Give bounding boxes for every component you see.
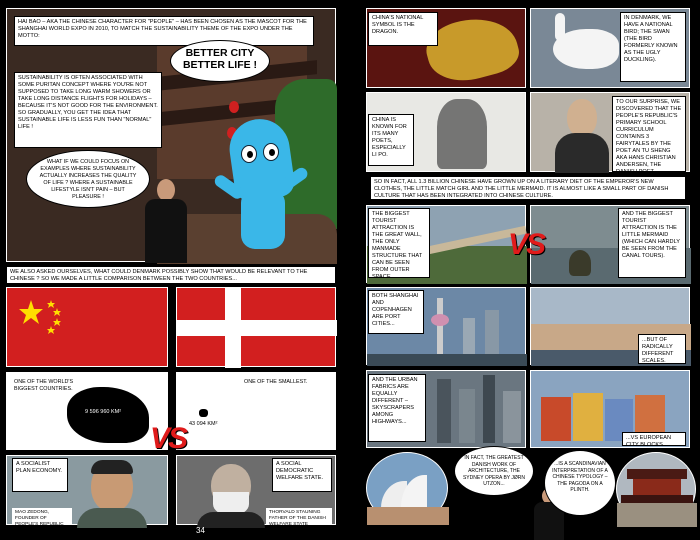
caption-denmark-question: WE ALSO ASKED OURSELVES, WHAT COULD DENMARK POSSIBLY SHOW THAT WOULD BE RELEVANT TO THE CHINESE ? SO WE MADE A LITTLE COMPARISON BETWEEN THE TWO COUNTRIES... <box>6 266 336 284</box>
speech-bubble-pagoda: ...IS A SCANDINAVIAN INTERPRETATION OF A CHINESE TYPOLOGY – THE PAGODA ON A PLINTH. <box>544 450 616 516</box>
caption-ports: BOTH SHANGHAI AND COPENHAGEN ARE PORT CITIES... <box>368 290 424 334</box>
caption-blocks: ...VS EUROPEAN CITY BLOCKS. <box>622 432 686 446</box>
motto-text: BETTER CITY BETTER LIFE ! <box>182 47 258 72</box>
denmark-flag-panel <box>176 287 336 367</box>
denmark-area: 43 094 KM² <box>189 421 218 427</box>
caption-mermaid: AND THE BIGGEST TOURIST ATTRACTION IS THE LITTLE MERMAID (WHICH CAN HARDLY BE SEEN FROM THE CANAL TOURS). <box>618 208 686 278</box>
caption-sustainability: SUSTAINABILITY IS OFTEN ASSOCIATED WITH SOME PURITAN CONCEPT WHERE YOU'RE NOT SUPPOSED TO TAKE LONG WARM SHOWERS OR TAKE LONG DISTANCE FLIGHTS FOR HOLIDAYS – BECAUSE IT'S NOT GOOD FOR THE ENVIRONMENT. SO GRADUALLY, YOU GET THE IDEA THAT SUSTAINABLE LIFE IS LESS FUN THAN "NORMAL" LIFE ! <box>14 72 162 148</box>
caption-intro: HAI BAO – AKA THE CHINESE CHARACTER FOR "PEOPLE" – HAS BEEN CHOSEN AS THE MASCOT FOR THE SHANGHAI WORLD EXPO IN 2010, TO MATCH THE SUSTAINABILITY THEME OF THE EXPO UNDER THE MOTTO: <box>14 16 314 46</box>
caption-denmark-size: ONE OF THE SMALLEST. <box>241 377 333 389</box>
vs-left: VS <box>150 422 187 455</box>
stauning-portrait <box>197 458 265 526</box>
haibao-mascot <box>213 119 305 259</box>
china-flag-panel <box>6 287 168 367</box>
caption-denmark-economy: A SOCIAL DEMOCRATIC WELFARE STATE. <box>272 458 332 492</box>
caption-china-size: ONE OF THE WORLD'S BIGGEST COUNTRIES. <box>11 377 95 401</box>
vs-right: VS <box>508 228 545 261</box>
caption-stauning: THORVALD STAUNING FATHER OF THE DANISH WELFARE STATE <box>266 508 332 524</box>
motto-bubble <box>170 40 270 82</box>
caption-fabric: AND THE URBAN FABRICS ARE EQUALLY DIFFERENT – SKYSCRAPERS AMONG HIGHWAYS... <box>368 374 426 442</box>
page-number: 34 <box>196 526 205 535</box>
caption-dragon: CHINA'S NATIONAL SYMBOL IS THE DRAGON. <box>368 12 438 46</box>
caption-andersen: TO OUR SURPRISE, WE DISCOVERED THAT THE PEOPLE'S REPUBLIC'S PRIMARY SCHOOL CURRICULUM CONTAINS 3 FAIRYTALES BY THE POET AN TU SHENG AKA HANS CHRISTIAN ANDERSEN, THE DANISH POET. <box>612 96 686 172</box>
china-map-shape <box>67 387 149 443</box>
presenter-figure <box>143 179 189 263</box>
li-po-figure <box>437 99 487 169</box>
caption-scales: ...BUT OF RADICALLY DIFFERENT SCALES. <box>638 334 686 364</box>
small-star-icon <box>47 326 55 334</box>
pagoda-shape <box>627 469 687 479</box>
caption-fairytales: SO IN FACT, ALL 1.3 BILLION CHINESE HAVE GROWN UP ON A LITERARY DIET OF THE EMPEROR'S NEW CLOTHES, THE LITTLE MATCH GIRL AND THE LITTLE MERMAID. IT IS ALMOST LIKE A SMALL PART OF DANISH CULTURE THAT HAS BEEN INTEGRATED INTO CHINESE CULTURE. <box>370 176 686 200</box>
china-flag-stars <box>15 296 75 346</box>
speech-bubble-quality: WHAT IF WE COULD FOCUS ON EXAMPLES WHERE SUSTAINABILITY ACTUALLY INCREASES THE QUALITY OF LIFE ? WHERE A SUSTAINABLE LIFESTYLE ISN'T PAIN – BUT PLEASURE ! <box>26 150 150 208</box>
mao-portrait <box>77 458 147 526</box>
big-star-icon <box>19 300 43 324</box>
caption-china-economy: A SOCIALIST PLAN ECONOMY. <box>12 458 68 492</box>
speech-bubble-opera: IN FACT, THE GREATEST DANISH WORK OF ARCHITECTURE, THE SYDNEY OPERA BY JØRN UTZON... <box>454 446 534 496</box>
china-map-panel <box>6 372 168 450</box>
small-star-icon <box>47 300 55 308</box>
andersen-portrait <box>555 99 609 173</box>
china-area: 9 596 960 KM² <box>85 409 122 415</box>
caption-mao: MAO ZEDONG, FOUNDER OF PEOPLE'S REPUBLIC <box>12 508 72 524</box>
pagoda-panel <box>616 452 696 526</box>
caption-poets: CHINA IS KNOWN FOR ITS MANY POETS, ESPECIALLY LI PO. <box>368 114 414 166</box>
caption-great-wall: THE BIGGEST TOURIST ATTRACTION IS THE GREAT WALL, THE ONLY MANMADE STRUCTURE THAT CAN BE SEEN FROM OUTER SPACE. <box>368 208 430 278</box>
sydney-opera-panel <box>366 452 448 524</box>
caption-swan: IN DENMARK, WE HAVE A NATIONAL BIRD; THE SWAN (THE BIRD FORMERLY KNOWN AS THE UGLY DUCKLING). <box>620 12 686 82</box>
denmark-map-shape <box>199 409 208 417</box>
small-star-icon <box>53 308 61 316</box>
right-page <box>354 0 700 540</box>
denmark-map-panel <box>176 372 336 450</box>
mermaid-statue <box>569 250 591 276</box>
left-page <box>0 0 346 540</box>
small-star-icon <box>53 318 61 326</box>
